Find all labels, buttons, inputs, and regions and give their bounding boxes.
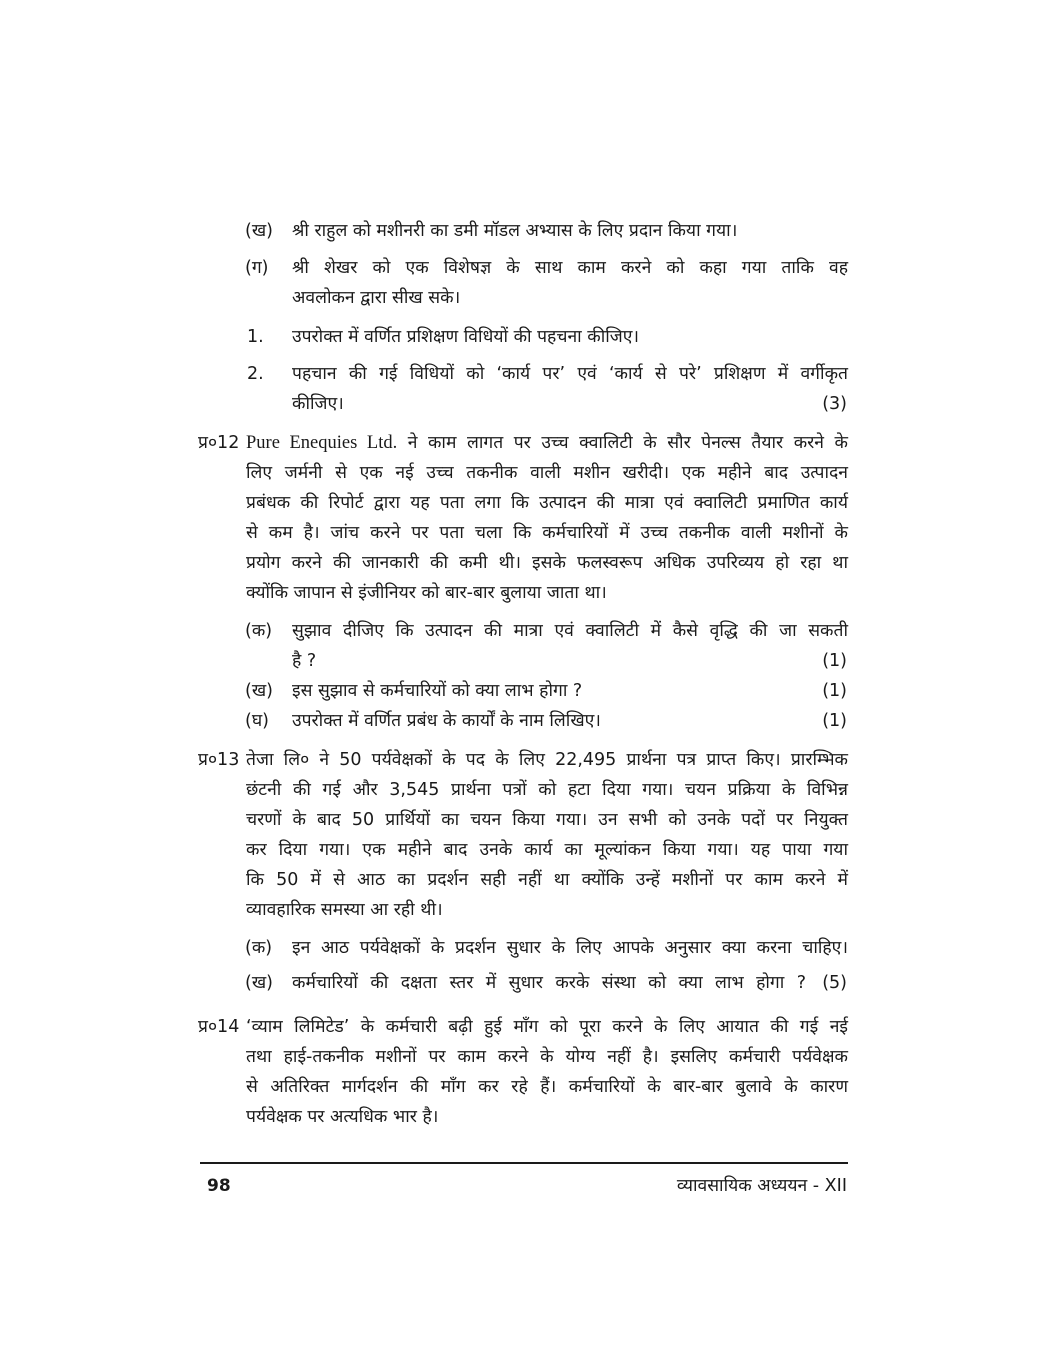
marks-label: (1) <box>822 681 847 701</box>
question-text: ‘व्याम लिमिटेड’ के कर्मचारी बढ़ी हुई माँग को पूरा करने के लिए आयात की गई नई <box>246 1017 848 1037</box>
question-text: क्योंकि जापान से इंजीनियर को बार-बार बुलाया जाता था। <box>246 583 607 603</box>
item-label: (घ) <box>245 711 269 731</box>
question-text-part: ने काम लागत पर उच्च क्वालिटी के सौर पेनल्स तैयार करने के <box>407 433 848 453</box>
question-text: लिए जर्मनी से एक नई उच्च तकनीक वाली मशीन खरीदी। एक महीने बाद उत्पादन <box>246 463 848 483</box>
item-label: 2. <box>247 364 264 384</box>
question-text: व्यावहारिक समस्या आ रही थी। <box>246 900 443 920</box>
item-text: अवलोकन द्वारा सीख सके। <box>292 288 461 308</box>
item-text: इस सुझाव से कर्मचारियों को क्या लाभ होगा ? <box>292 681 583 701</box>
marks-label: (1) <box>822 711 847 731</box>
question-text: तथा हाई-तकनीक मशीनों पर काम करने के योग्य नहीं है। इसलिए कर्मचारी पर्यवेक्षक <box>246 1047 848 1067</box>
item-text: उपरोक्त में वर्णित प्रबंध के कार्यों के नाम लिखिए। <box>292 711 601 731</box>
item-text: उपरोक्त में वर्णित प्रशिक्षण विधियों की पहचना कीजिए। <box>292 327 640 347</box>
item-text: कर्मचारियों की दक्षता स्तर में सुधार करके संस्था को क्या लाभ होगा ? <box>292 973 806 993</box>
question-text: कर दिया गया। एक महीने बाद उनके कार्य का मूल्यांकन किया गया। यह पाया गया <box>246 840 848 860</box>
page-number: 98 <box>207 1176 231 1196</box>
item-label: (क) <box>245 938 273 958</box>
question-text <box>246 428 848 458</box>
item-text: है ? <box>292 651 317 671</box>
question-text: से कम है। जांच करने पर पता चला कि कर्मचारियों में उच्च तकनीक वाली मशीनों के <box>246 523 848 543</box>
question-text: तेजा लि० ने 50 पर्यवेक्षकों के पद के लिए 22,495 प्रार्थना पत्र प्राप्त किए। प्रारम्भिक <box>246 750 848 770</box>
item-label: (ख) <box>245 221 273 241</box>
question-number: प्र०14 <box>198 1017 240 1037</box>
item-text: इन आठ पर्यवेक्षकों के प्रदर्शन सुधार के लिए आपके अनुसार क्या करना चाहिए। <box>292 938 848 958</box>
item-text: श्री राहुल को मशीनरी का डमी मॉडल अभ्यास के लिए प्रदान किया गया। <box>292 221 738 241</box>
company-name: Pure Enequies Ltd. <box>246 433 398 453</box>
item-text: कीजिए। <box>292 394 344 414</box>
question-text: से अतिरिक्त मार्गदर्शन की माँग कर रहे हैं। कर्मचारियों के बार-बार बुलावे के कारण <box>246 1077 848 1097</box>
question-text: पर्यवेक्षक पर अत्यधिक भार है। <box>246 1107 439 1127</box>
item-label: (ग) <box>245 258 269 278</box>
marks-label: (5) <box>822 973 847 993</box>
question-text: प्रयोग करने की जानकारी की कमी थी। इसके फलस्वरूप अधिक उपरिव्यय हो रहा था <box>246 553 848 573</box>
item-label: (क) <box>245 621 273 641</box>
item-label: (ख) <box>245 681 273 701</box>
question-number: प्र०12 <box>198 433 240 453</box>
item-text: सुझाव दीजिए कि उत्पादन की मात्रा एवं क्वालिटी में कैसे वृद्धि की जा सकती <box>292 621 848 641</box>
question-text: छंटनी की गई और 3,545 प्रार्थना पत्रों को हटा दिया गया। चयन प्रक्रिया के विभिन्न <box>246 780 848 800</box>
footer-divider <box>200 1162 848 1164</box>
item-label: 1. <box>247 327 264 347</box>
question-text: प्रबंधक की रिपोर्ट द्वारा यह पता लगा कि उत्पादन की मात्रा एवं क्वालिटी प्रमाणित कार्य <box>246 493 848 513</box>
marks-label: (1) <box>822 651 847 671</box>
question-text: चरणों के बाद 50 प्रार्थियों का चयन किया गया। उन सभी को उनके पदों पर नियुक्त <box>246 810 848 830</box>
book-title: व्यावसायिक अध्ययन - XII <box>676 1176 847 1196</box>
item-label: (ख) <box>245 973 273 993</box>
item-text: श्री शेखर को एक विशेषज्ञ के साथ काम करने को कहा गया ताकि वह <box>292 258 848 278</box>
question-text: कि 50 में से आठ का प्रदर्शन सही नहीं था क्योंकि उन्हें मशीनों पर काम करने में <box>246 870 848 890</box>
item-text: पहचान की गई विधियों को ‘कार्य पर’ एवं ‘कार्य से परे’ प्रशिक्षण में वर्गीकृत <box>292 364 848 384</box>
marks-label: (3) <box>822 394 847 414</box>
question-number: प्र०13 <box>198 750 240 770</box>
